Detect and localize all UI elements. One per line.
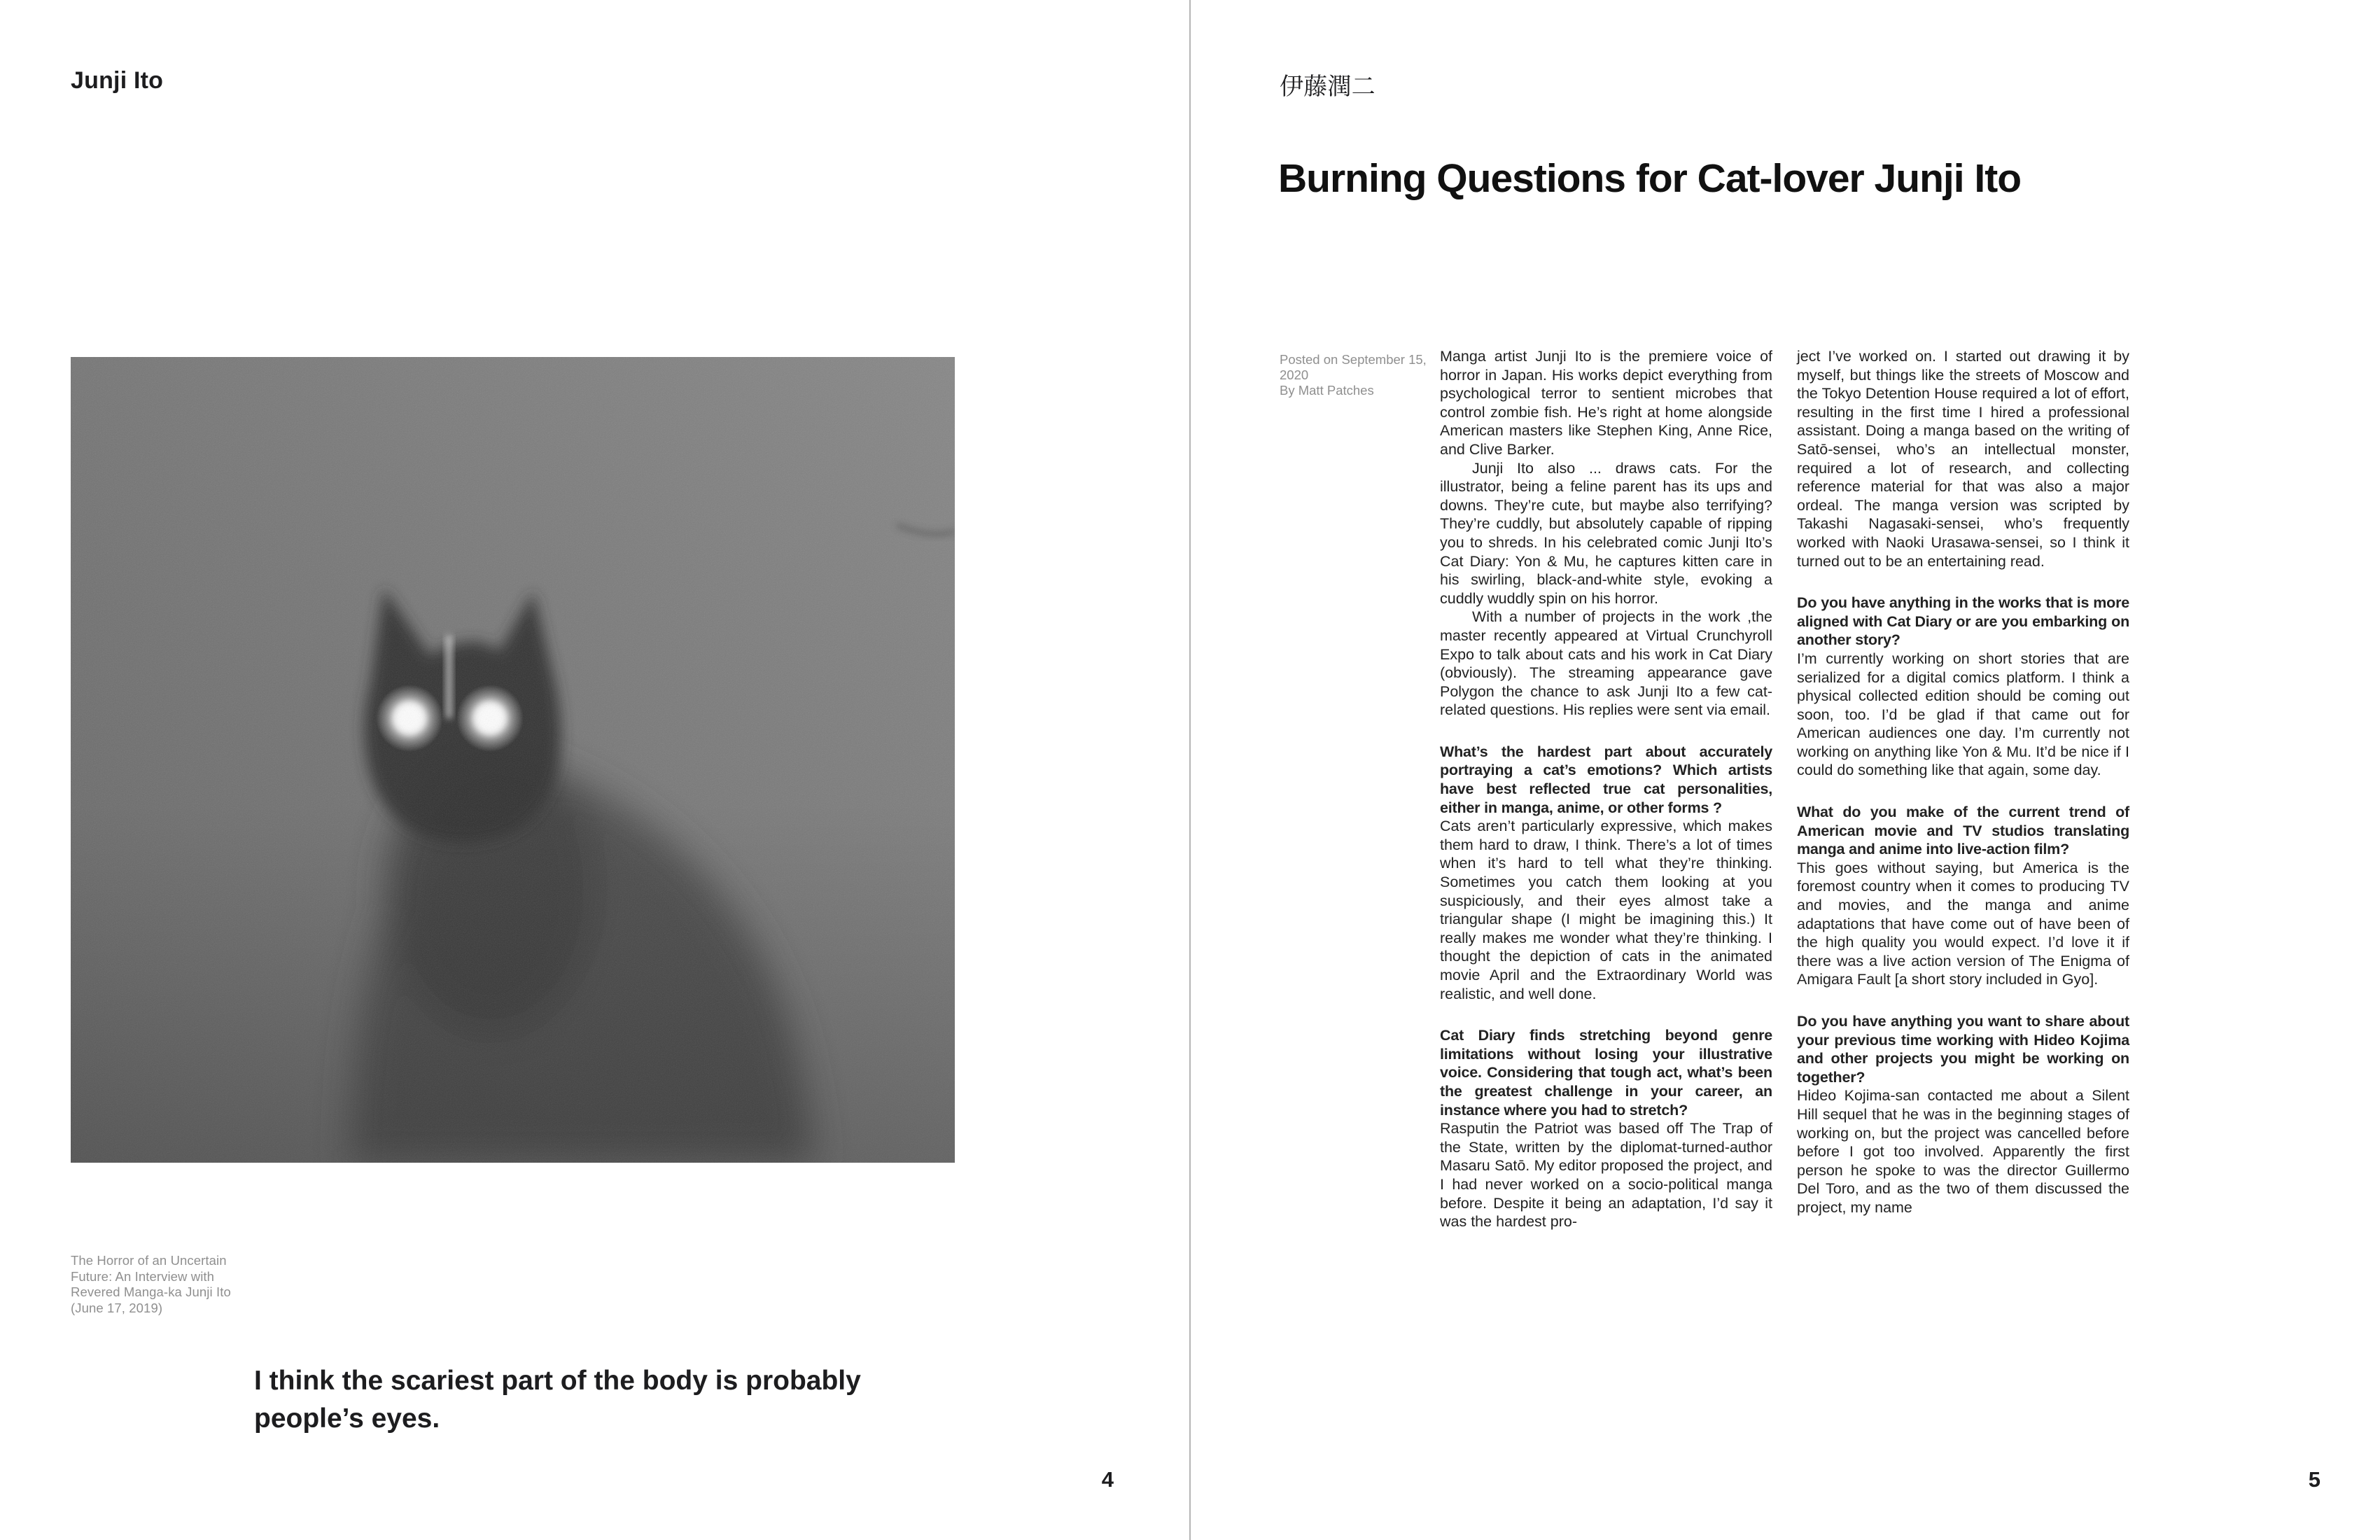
page-header-japanese: 伊藤潤二 xyxy=(1280,74,1376,100)
photo-caption-line: The Horror of an Uncertain xyxy=(71,1253,227,1268)
interview-paragraph: Do you have anything in the works that is more aligned with Cat Diary or are you embarking on another story? xyxy=(1797,594,2129,649)
interview-paragraph: This goes without saying, but America is the foremost country when it comes to producing TV and movies, and the manga and anime adaptations that have come out of have been of the high quality you would expect. I’d love it if there was a live action version of The Enigma of Amigara Fault [a short story included in Gyo]. xyxy=(1797,859,2129,988)
photo-caption-line: Revered Manga-ka Junji Ito xyxy=(71,1284,231,1299)
photo-caption xyxy=(71,1253,281,1316)
interview-column-1 xyxy=(1440,347,1772,1231)
cat-photo xyxy=(71,357,955,1163)
interview-paragraph: Hideo Kojima-san contacted me about a Silent Hill sequel that he was in the beginning stages of working on, but the project was cancelled before before I got too involved. Apparently the first person he spoke to was the director Guillermo Del Toro, and as the two of them discussed the project, my name xyxy=(1797,1087,2129,1216)
cat-photo-illustration xyxy=(71,357,955,1163)
article-title: Burning Questions for Cat-lover Junji Ito xyxy=(1278,156,2022,201)
byline-line: By Matt Patches xyxy=(1280,383,1374,398)
interview-paragraph: With a number of projects in the work ,the master recently appeared at Virtual Crunchyroll Expo to talk about cats and his work in Cat Diary (obviously). The streaming appearance gave Polygon the chance to ask Junji Ito a few cat-related questions. His replies were sent via email. xyxy=(1440,608,1772,719)
interview-paragraph: Cat Diary finds stretching beyond genre limitations without losing your illustrative voice. Considering that tough act, what’s been the greatest challenge in your career, an instance where you had to stretch? xyxy=(1440,1027,1772,1119)
interview-paragraph: I’m currently working on short stories that are serialized for a digital comics platform. I think a physical collected edition should be coming out soon, too. I’d be glad if that came out for American audiences one day. I’m currently not working on anything like Yon & Mu. It’d be nice if I could do something like that again, some day. xyxy=(1797,650,2129,779)
vignette-overlay xyxy=(71,357,955,1163)
interview-paragraph: What do you make of the current trend of American movie and TV studios translating manga and anime into live-action film? xyxy=(1797,804,2129,858)
interview-paragraph: Do you have anything you want to share about your previous time working with Hideo Kojima and other projects you might be working on together? xyxy=(1797,1013,2129,1086)
pull-quote: I think the scariest part of the body is probably people’s eyes. xyxy=(254,1366,861,1434)
interview-paragraph: Rasputin the Patriot was based off The Trap of the State, written by the diplomat-turned-author Masaru Satō. My editor proposed the project, and I had never worked on a socio-political manga before. Despite it being an adaptation, I’d say it was the hardest pro- xyxy=(1440,1120,1772,1231)
interview-paragraph: Cats aren’t particularly expressive, which makes them hard to draw, I think. There’s a lot of times when it’s hard to tell what they’re thinking. Sometimes you catch them looking at you suspiciously, and their eyes almost take a triangular shape (I might be imagining this.) It really makes me wonder what they’re thinking. I thought the depiction of cats in the animated movie April and the Extraordinary World was realistic, and well done. xyxy=(1440,818,1772,1002)
page-header-author: Junji Ito xyxy=(71,67,164,94)
byline-line: Posted on September 15, xyxy=(1280,352,1427,367)
photo-caption-line: Future: An Interview with xyxy=(71,1268,215,1284)
page-divider xyxy=(1189,0,1191,1540)
page-number-left: 4 xyxy=(1101,1467,1114,1492)
photo-caption-line: (June 17, 2019) xyxy=(71,1300,163,1315)
interview-paragraph: ject I’ve worked on. I started out drawing it by myself, but things like the streets of Moscow and the Tokyo Detention House required a lot of effort, resulting in the first time I hired a professional assistant. Doing a manga based on the writing of Satō-sensei, who’s an intellectual monster, required a lot of research, and collecting reference material for that was also a major ordeal. The manga version was scripted by Takashi Nagasaki-sensei, who’s frequently worked with Naoki Urasawa-sensei, so I think it turned out to be an entertaining read. xyxy=(1797,348,2129,570)
interview-paragraph: Junji Ito also ... draws cats. For the illustrator, being a feline parent has its ups and downs. They’re cute, but maybe also terrifying? They’re cuddly, but absolutely capable of ripping you to shreds. In his celebrated comic Junji Ito’s Cat Diary: Yon & Mu, he captures kitten care in his swirling, black-and-white style, evoking a cuddly wuddly spin on his horror. xyxy=(1440,459,1772,607)
page-number-right: 5 xyxy=(2308,1467,2320,1492)
interview-paragraph: Manga artist Junji Ito is the premiere voice of horror in Japan. His works depict everything from psychological terror to sentient microbes that control zombie fish. He’s right at home alongside American masters like Stephen King, Anne Rice, and Clive Barker. xyxy=(1440,348,1772,458)
interview-paragraph: What’s the hardest part about accurately portraying a cat’s emotions? Which artists have best reflected true cat personalities, either in manga, anime, or other forms ? xyxy=(1440,743,1772,816)
byline-line: 2020 xyxy=(1280,368,1309,382)
byline xyxy=(1280,352,1427,398)
interview-column-2 xyxy=(1797,347,2129,1217)
